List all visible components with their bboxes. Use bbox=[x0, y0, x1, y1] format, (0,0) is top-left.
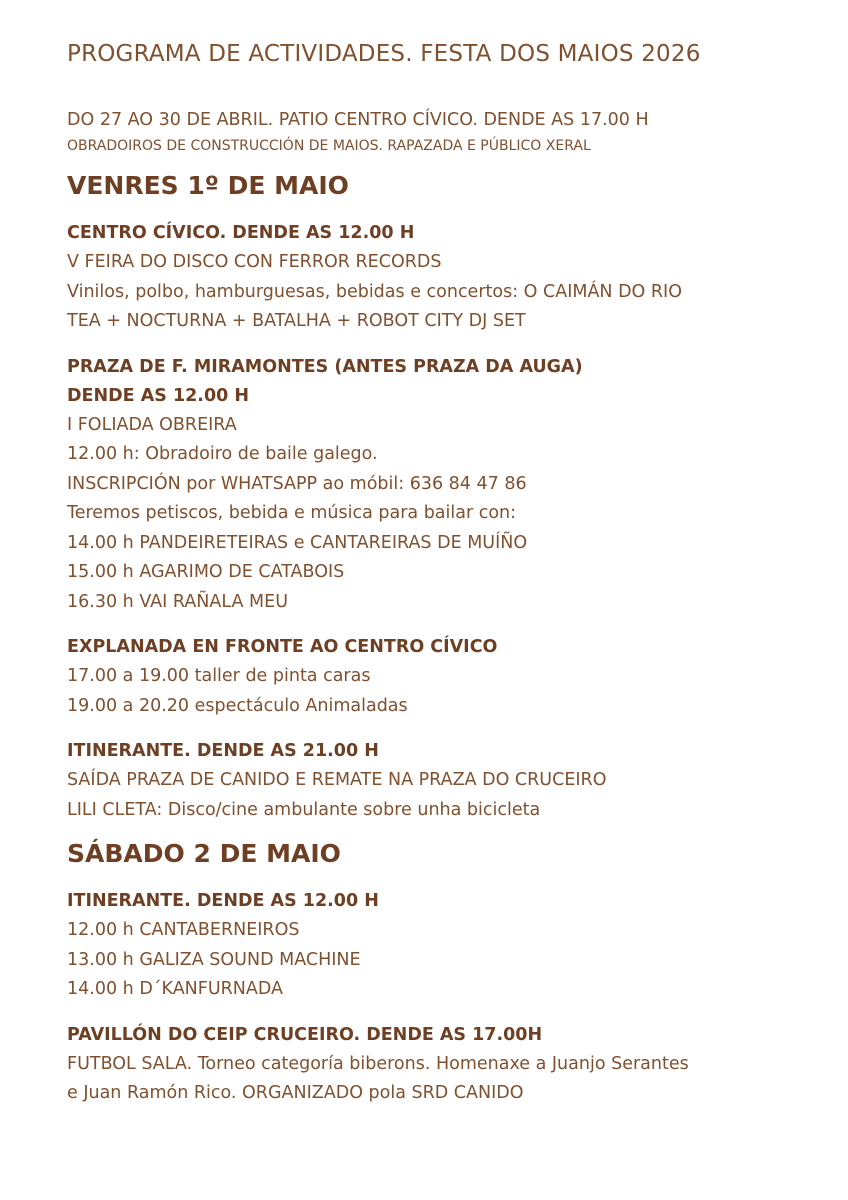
section-line: 12.00 h: Obradoiro de baile galego. bbox=[67, 444, 378, 464]
section-line: 15.00 h AGARIMO DE CATABOIS bbox=[67, 562, 345, 582]
section-line: Vinilos, polbo, hamburguesas, bebidas e concertos: O CAIMÁN DO RIO bbox=[67, 281, 682, 302]
section-itinerante-noon bbox=[67, 887, 808, 1005]
section-line: I FOLIADA OBREIRA bbox=[67, 414, 237, 435]
section-heading: ITINERANTE. DENDE AS 12.00 H bbox=[67, 891, 379, 911]
section-line: TEA + NOCTURNA + BATALHA + ROBOT CITY DJ SET bbox=[67, 311, 526, 331]
section-line: 17.00 a 19.00 taller de pinta caras bbox=[67, 666, 371, 686]
section-line: 14.00 h D´KANFURNADA bbox=[67, 979, 284, 999]
section-line: LILI CLETA: Disco/cine ambulante sobre unha bicicleta bbox=[67, 799, 541, 820]
section-line: e Juan Ramón Rico. ORGANIZADO pola SRD CANIDO bbox=[67, 1083, 524, 1103]
section-line: 16.30 h VAI RAÑALA MEU bbox=[67, 591, 288, 612]
day-heading-saturday: SÁBADO 2 DE MAIO bbox=[67, 839, 341, 868]
section-pavillon bbox=[67, 1021, 808, 1109]
section-praza-miramontes bbox=[67, 353, 808, 618]
intro-dates: DO 27 AO 30 DE ABRIL. PATIO CENTRO CÍVICO. DENDE AS 17.00 H bbox=[67, 110, 649, 130]
section-line: Teremos petiscos, bebida e música para bailar con: bbox=[67, 503, 517, 523]
section-itinerante-night bbox=[67, 737, 808, 825]
section-line: FUTBOL SALA. Torneo categoría biberons. Homenaxe a Juanjo Serantes bbox=[67, 1053, 689, 1074]
section-line: 14.00 h PANDEIRETEIRAS e CANTAREIRAS DE MUÍÑO bbox=[67, 532, 528, 553]
section-line: SAÍDA PRAZA DE CANIDO E REMATE NA PRAZA DO CRUCEIRO bbox=[67, 770, 607, 790]
section-heading: ITINERANTE. DENDE AS 21.00 H bbox=[67, 741, 379, 761]
section-explanada bbox=[67, 633, 808, 721]
section-centro-civico bbox=[67, 219, 808, 337]
section-heading: CENTRO CÍVICO. DENDE AS 12.00 H bbox=[67, 223, 415, 243]
intro-workshops: OBRADOIROS DE CONSTRUCCIÓN DE MAIOS. RAPAZADA E PÚBLICO XERAL bbox=[67, 138, 591, 154]
section-heading: DENDE AS 12.00 H bbox=[67, 385, 250, 406]
section-line: 13.00 h GALIZA SOUND MACHINE bbox=[67, 949, 361, 970]
section-line: 12.00 h CANTABERNEIROS bbox=[67, 920, 300, 940]
section-heading: PRAZA DE F. MIRAMONTES (ANTES PRAZA DA AUGA) bbox=[67, 356, 583, 377]
page-title: PROGRAMA DE ACTIVIDADES. FESTA DOS MAIOS 2026 bbox=[67, 41, 701, 67]
section-line: INSCRIPCIÓN por WHATSAPP ao móbil: 636 84 47 86 bbox=[67, 473, 527, 494]
section-line: 19.00 a 20.20 espectáculo Animaladas bbox=[67, 695, 408, 716]
section-heading: PAVILLÓN DO CEIP CRUCEIRO. DENDE AS 17.00H bbox=[67, 1024, 543, 1045]
day-heading-friday: VENRES 1º DE MAIO bbox=[67, 171, 349, 200]
section-heading: EXPLANADA EN FRONTE AO CENTRO CÍVICO bbox=[67, 637, 498, 657]
section-line: V FEIRA DO DISCO CON FERROR RECORDS bbox=[67, 252, 442, 272]
